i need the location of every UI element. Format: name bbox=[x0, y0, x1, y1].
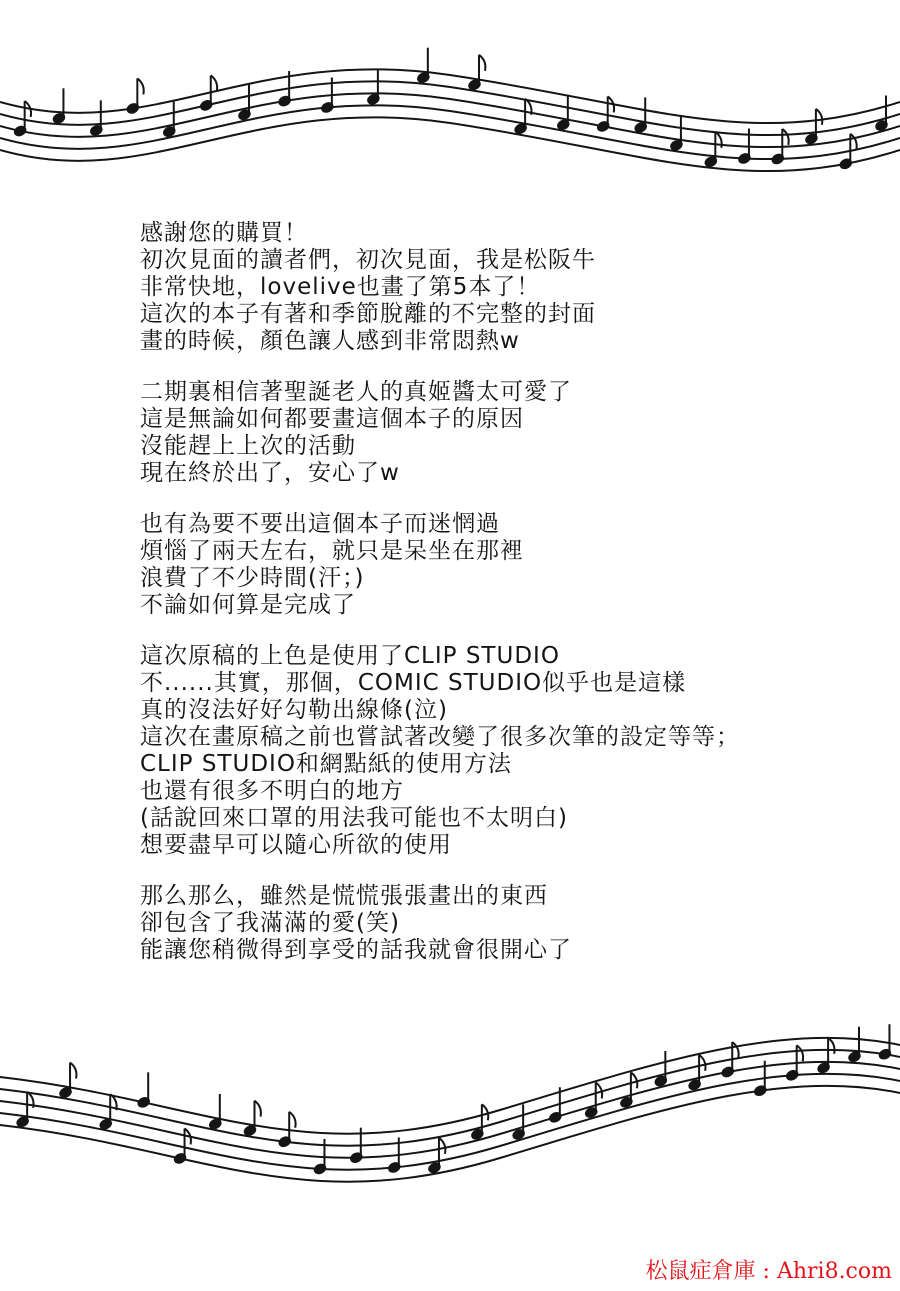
paragraph bbox=[140, 511, 890, 619]
paragraph bbox=[140, 379, 890, 487]
text-line: 二期裏相信著聖誕老人的真姬醬太可愛了 bbox=[140, 379, 572, 405]
staff-lines bbox=[0, 69, 900, 171]
afterword-text bbox=[140, 220, 890, 988]
text-line: 也還有很多不明白的地方 bbox=[140, 778, 404, 804]
text-line: 不論如何算是完成了 bbox=[140, 592, 356, 618]
staff-notes bbox=[13, 48, 888, 170]
text-line: 卻包含了我滿滿的愛(笑) bbox=[140, 910, 400, 936]
text-line: 也有為要不要出這個本子而迷惘過 bbox=[140, 511, 500, 537]
text-line: 不......其實，那個，COMIC STUDIO似乎也是這樣 bbox=[140, 670, 687, 696]
text-line: 沒能趕上上次的活動 bbox=[140, 433, 356, 459]
text-line: 這是無論如何都要畫這個本子的原因 bbox=[140, 406, 524, 432]
music-staff-top-icon bbox=[0, 30, 900, 200]
text-line: (話說回來口罩的用法我可能也不太明白) bbox=[140, 805, 568, 831]
text-line: 浪費了不少時間(汗；) bbox=[140, 565, 365, 591]
text-line: 想要盡早可以隨心所欲的使用 bbox=[140, 832, 452, 858]
text-line: 那么那么，雖然是慌慌張張畫出的東西 bbox=[140, 883, 548, 909]
staff-notes bbox=[16, 1024, 892, 1175]
text-line: 真的沒法好好勾勒出線條(泣) bbox=[140, 697, 448, 723]
text-line: 能讓您稍微得到享受的話我就會很開心了 bbox=[140, 937, 572, 963]
paragraph bbox=[140, 883, 890, 964]
text-line: 煩惱了兩天左右，就只是呆坐在那裡 bbox=[140, 538, 524, 564]
paragraph bbox=[140, 220, 890, 355]
text-line: CLIP STUDIO和網點紙的使用方法 bbox=[140, 751, 512, 777]
text-line: 感謝您的購買！ bbox=[140, 220, 308, 246]
text-line: 這次的本子有著和季節脫離的不完整的封面 bbox=[140, 301, 596, 327]
music-staff-bottom-icon bbox=[0, 1005, 900, 1195]
paragraph bbox=[140, 643, 890, 859]
staff-lines bbox=[0, 1038, 900, 1182]
text-line: 這次原稿的上色是使用了CLIP STUDIO bbox=[140, 643, 560, 669]
text-line: 非常快地，lovelive也畫了第5本了！ bbox=[140, 274, 541, 300]
text-line: 畫的時候，顏色讓人感到非常悶熱w bbox=[140, 328, 520, 354]
text-line: 這次在畫原稿之前也嘗試著改變了很多次筆的設定等等； bbox=[140, 724, 740, 750]
text-line: 初次見面的讀者們，初次見面，我是松阪牛 bbox=[140, 247, 596, 273]
text-line: 現在終於出了，安心了w bbox=[140, 460, 400, 486]
watermark: 松鼠症倉庫 : Ahri8.com bbox=[645, 1259, 892, 1284]
